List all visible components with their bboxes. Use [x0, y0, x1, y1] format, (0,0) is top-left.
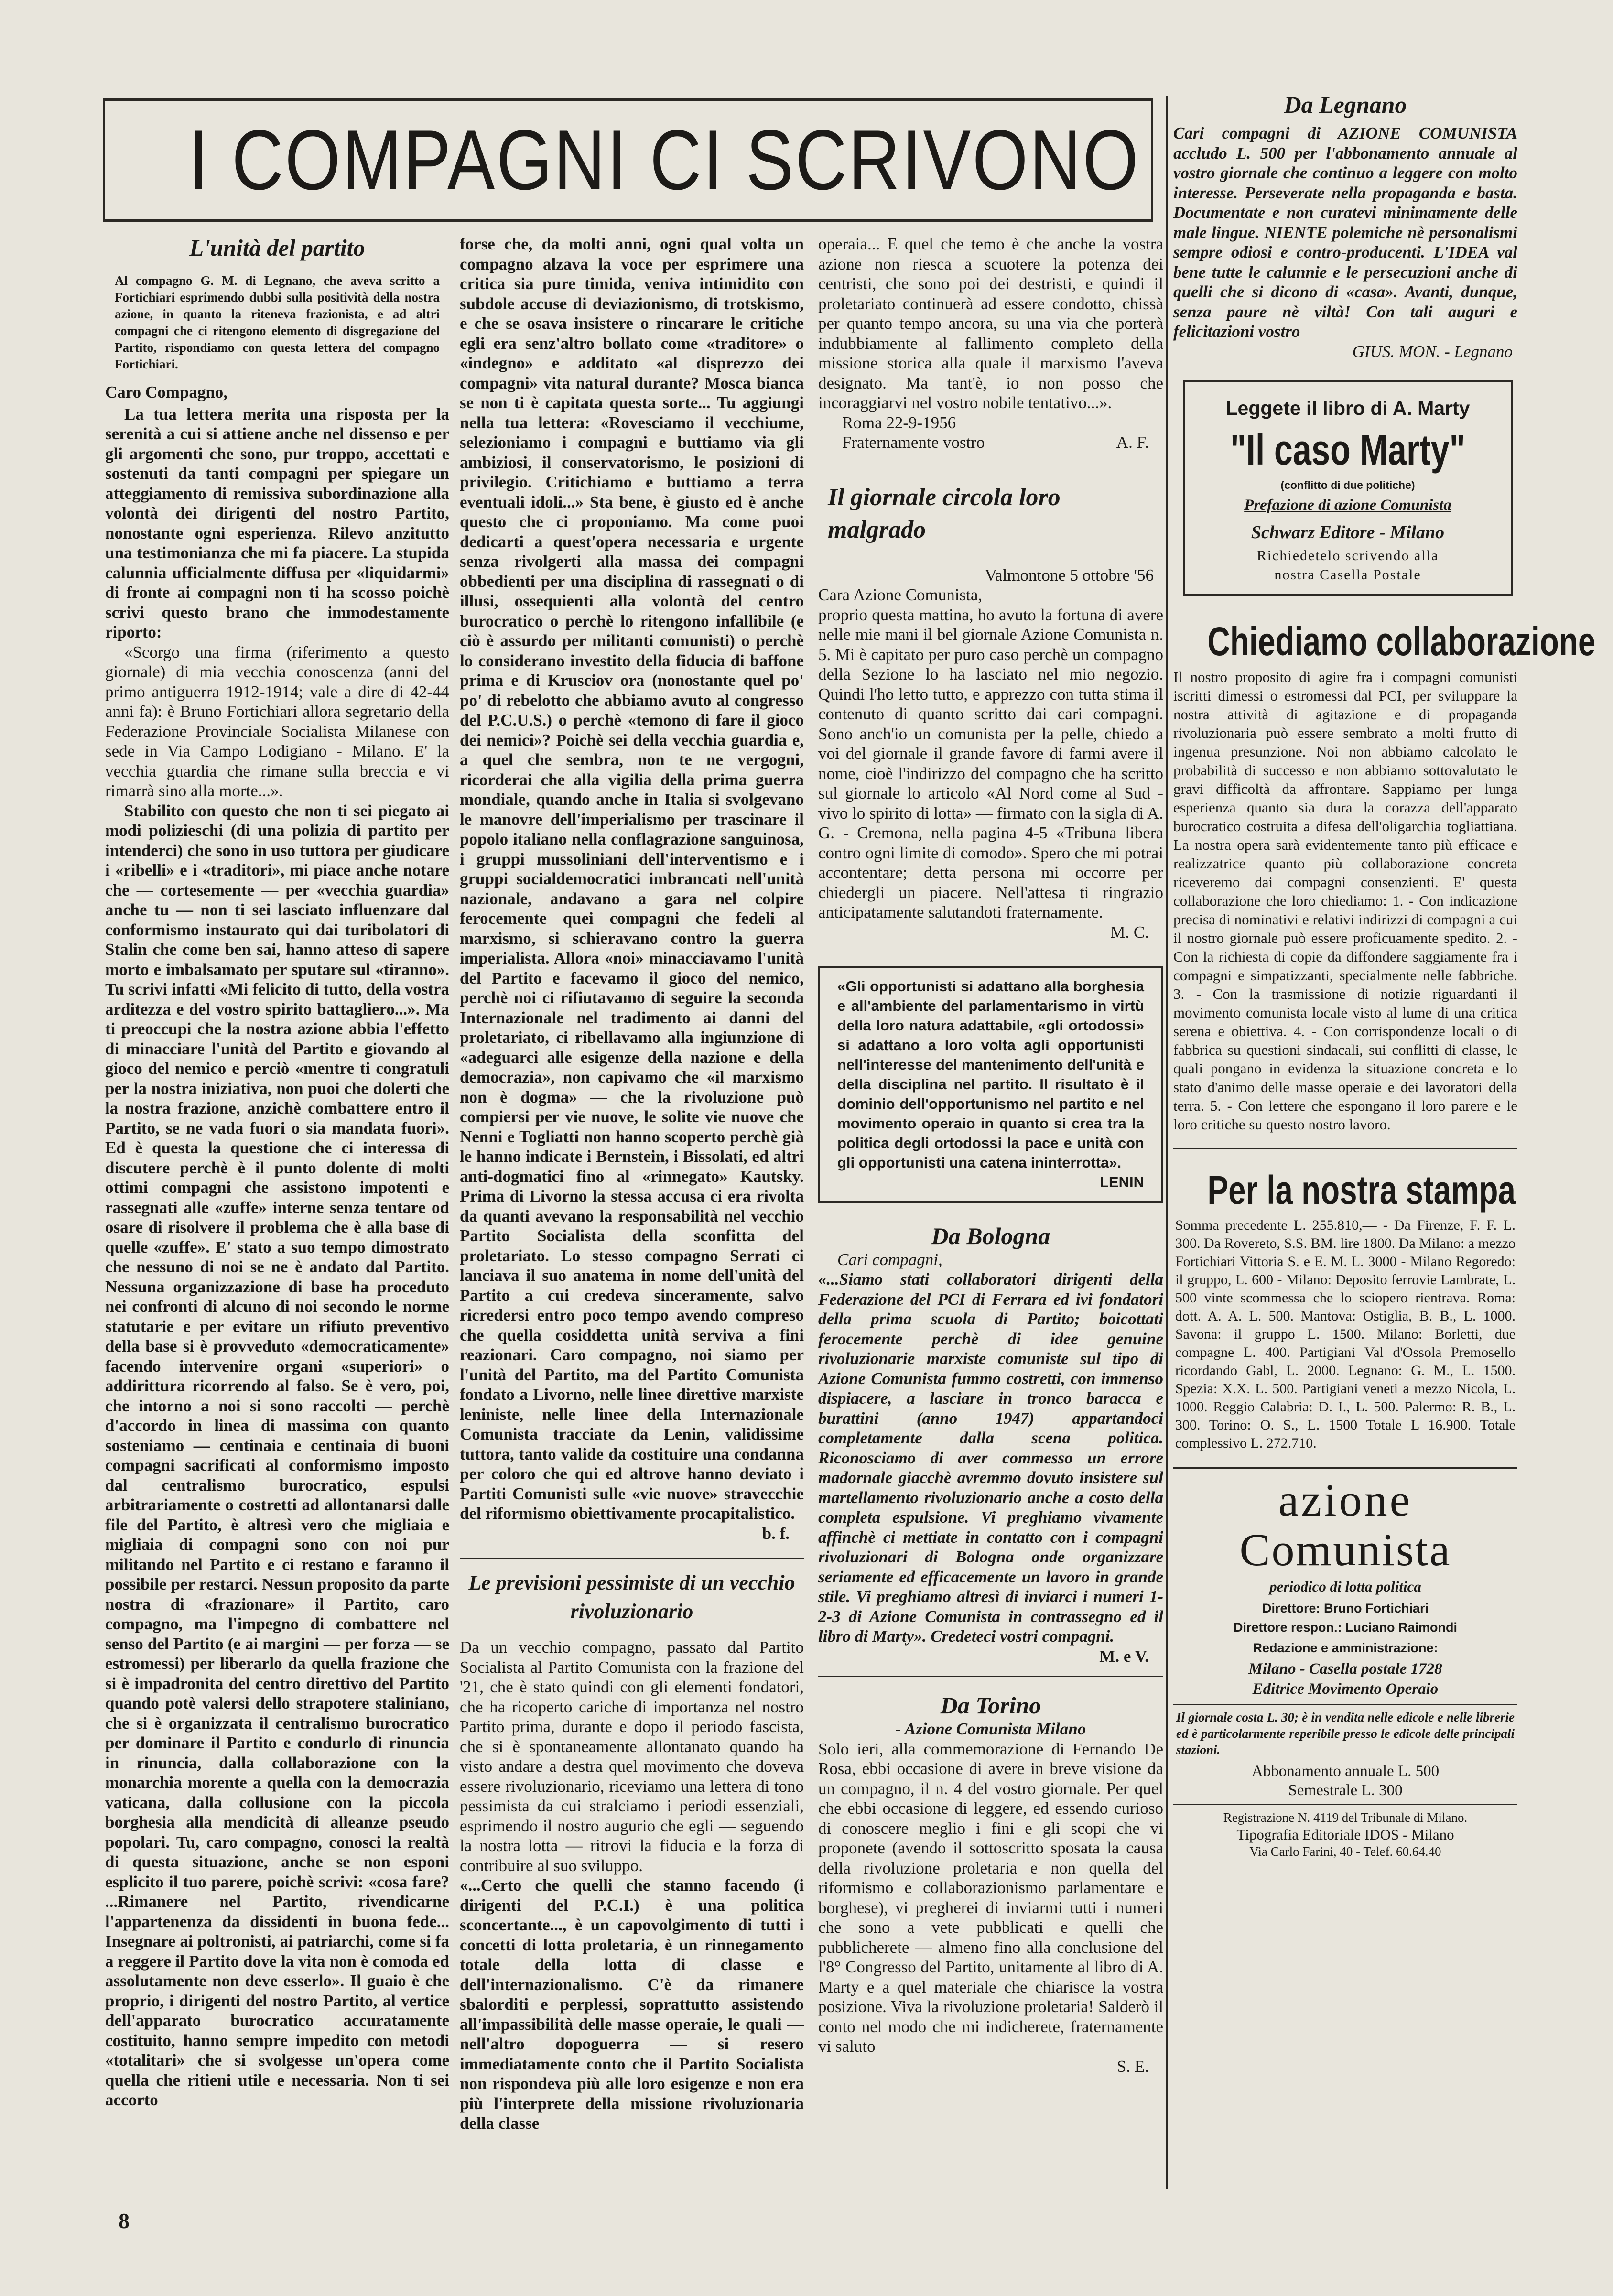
column-2	[460, 234, 804, 2179]
ad-publisher: Schwarz Editore - Milano	[1251, 522, 1445, 542]
divider	[818, 1676, 1163, 1677]
article-heading-giornale: Il giornale circola loro malgrado	[828, 483, 1061, 543]
letter-quote: «Scorgo una firma (riferimento a questo giornale) di mia vecchia conoscenza (anni del primo antiguerra 1912-1914; vale a dire di 42-44 anni fa): è Bruno Fortichiari allora segretario della Federazione Provinciale Socialista Milanese con sede in Via Campo Lodigiano - Milano. E' la vecchia guardia che rimane sulla breccia e vi rimarrà sino alla morte...».	[105, 642, 449, 800]
ad-subtitle: (conflitto di due politiche)	[1280, 479, 1415, 491]
ad-note: Richiedetelo scrivendo alla	[1256, 548, 1439, 563]
signature-legnano: GIUS. MON. - Legnano	[1352, 342, 1513, 361]
article-intro-previsioni: Da un vecchio compagno, passato dal Partito Socialista al Partito Comunista con la frazione del '21, che è stato quindi con gli elementi fondatori, che ha ricoperto cariche di importanza nel nostro Partito prima, durante e dopo il periodo fascista, che si è spontaneamente allontanato quando ha visto andare a destra quel movimento che doveva essere rivoluzionario, riceviamo una lettera di tono pessimista da cui stralciamo i periodi essenziali, esprimendo il nostro augurio che egli — seguendo la nostra lotta — ritrovi la fiducia e la forza di contribuire al suo sviluppo.	[460, 1638, 804, 1875]
article-collaborazione: Il nostro proposito di agire fra i compagni comunisti iscritti dimessi o estromessi dal PCI, per sviluppare la nostra attività di agitazione e di propaganda rivoluzionaria può essere sembrato a molti frutto di ingenua presunzione. Noi non abbiamo calcolato le probabilità di successo e non abbiamo sottovalutato le gravi difficoltà da affrontare. Sappiamo per lunga esperienza quanto sia dura la corazza dell'apparato burocratico costruita a difesa dell'oligarchia togliattiana. La nostra opera sarà evidentemente tanto più efficace e realizzatrice quanto più collaborazione concreta riceveremo dai compagni consenzienti. E' questa collaborazione che loro chiediamo: 1. - Con indicazione precisa di nominativi e relativi indirizzi di compagni a cui il nostro giornale può essere proficuamente spedito. 2. - Con la richiesta di copie da diffondere saggiamente fra i compagni e simpatizzanti, specialmente nelle fabbriche. 3. - Con la trasmissione di notizie riguardanti il movimento comunista locale visto al lume di una critica serena e obiettiva. 4. - Con corrispondenze locali o di fabbrica su questioni sindacali, sui conflitti di classe, le quali pongano in evidenza la situazione concreta e lo stato d'animo delle masse operaie e dei lavoratori della terra. 5. - Con lettere che espongano il loro parere e le loro critiche su questo nostro lavoro.	[1173, 669, 1517, 1133]
ad-line: Leggete il libro di A. Marty	[1225, 397, 1470, 419]
letter-date: Roma 22-9-1956	[842, 413, 956, 432]
ad-note: nostra Casella Postale	[1274, 567, 1421, 583]
article-heading: L'unità del partito	[189, 235, 365, 261]
signature-mev: M. e V.	[1099, 1646, 1149, 1666]
masthead-responsible: Direttore respon.: Luciano Raimondi	[1233, 1620, 1458, 1635]
article-stampa: Somma precedente L. 255.810,— - Da Firenze, F. F. L. 300. Da Rovereto, S.S. BM. lire 1800. Da Milano: a mezzo Fortichiari Vittoria S. e E. M. L. 3000 - Milano Regoredo: il gruppo, L. 600 - Milano: Deposito ferrovie Lambrate, L. 500 vinte scommessa che lo sciopero rientrava. Roma: dott. A. A. L. 500. Mantova: Ostiglia, B. B., L. 1000. Savona: il gruppo L. 1500. Milano: Borletti, due compagne L. 400. Partigiani Val d'Ossola Premosello ricordando Gabl, L. 2000. Legnano: G. M., L. 1500. Spezia: X.X. L. 500. Partigiani veneti a mezzo Nicola, L. 1000. Reggio Calabria: D. I., L. 500. Palermo: R. B., L. 300. Torino: O. S., L. 1500 Totale L 16.900. Totale complessivo L. 272.710.	[1175, 1217, 1516, 1451]
subheading-torino: - Azione Comunista Milano	[895, 1720, 1086, 1738]
publication-masthead	[1173, 1467, 1517, 1860]
article-heading-bologna: Da Bologna	[931, 1222, 1050, 1249]
letter-body-part1: La tua lettera merita una risposta per la serenità a cui si attiene anche nel dissenso e per gli argomenti che sono, pur troppo, accettati e sostenuti da tanti compagni per spiegare un atteggiamento di remissiva subordinazione alla volontà dei dirigenti del nostro Partito, nonostante ogni esperienza. Rilevo anzitutto una testimonianza che mi fa piacere. La stupida calunnia ufficialmente diffusa per «liquidarmi» di fronte ai compagni non ti ha scosso poichè scrivi questo brano che immodestamente riporto:	[105, 404, 449, 641]
masthead-notice: Il giornale costa L. 30; è in vendita nelle edicole e nelle librerie ed è particolarmente reperibile presso le edicole delle principali stazioni.	[1176, 1710, 1515, 1757]
masthead-subscription-semi: Semestrale L. 300	[1173, 1781, 1517, 1805]
letter-body-part2: Stabilito con questo che non ti sei piegato ai modi polizieschi (di una polizia di partito per intenderci) che sono in uso tuttora per giudicare i «ribelli» e i «traditori», mi piace anche notare che — cortesemente — per «vecchia guardia» anche tu — non ti sei lasciato influenzare dal conformismo instaurato qui dai turibolatori di Stalin che come ben sai, hanno atteso di sapere morto e imbalsamato per sputare sul «tiranno». Tu scrivi infatti «Mi felicito di tutto, della vostra arditezza e del vostro spirito battagliero...». Ma ti preoccupi che la nostra azione abbia l'effetto di minacciare l'unità del Partito e giovando al gioco del nemico e perciò «mentre ti congratuli per la nostra iniziativa, non puoi che dolerti che la nostra frazione, anzichè combattere entro il Partito, se ne vada fuori o sia mandata fuori». Ed è questa la questione che ci interessa di discutere perchè è il punto dolente di molti ottimi compagni che assistono impotenti e rassegnati alle «zuffe» interne senza tentare od osare di risolvere il problema che è alla base di quelle «zuffe». E' stato a suo tempo dimostrato che nessuno di noi se ne è andato dal Partito. Nessuna organizzazione di base ha proceduto nei confronti di alcuno di noi secondo le norme statutarie e per evitare un rifiuto preventivo della base si è provveduto «democraticamente» facendo intervenire organi «superiori» o addirittura ricorrendo al falso. Se è vero, poi, che intorno a noi si sono raccolti — perchè d'accordo in linea di massima con quanto sosteniamo — centinaia e centinaia di buoni compagni sacrificati al conformismo imposto dal centralismo burocratico, espulsi arbitrariamente o costretti ad allontanarsi dalle file del Partito, è altresì vero che migliaia e migliaia di compagni sono con noi pur militando nel Partito e ci restano e faranno il possibile per restarci. Nessun proposito da parte nostra di «frazionare» il Partito, caro compagno, ma l'impegno di combattere nel senso del Partito (e ai margini — per forza — se estromessi) per liberarlo da quella frazione che si è impadronita del centro direttivo del Partito quando potè valersi dello strapotere staliniano, che si è organizzata il centralismo burocratico per dominare il Partito e condurlo di rinuncia in rinuncia, dalla collaborazione con la monarchia morente a quella con la democrazia vaticana, dalla collusione con la piccola borghesia alla mendicità di alleanze pseudo popolari. Tu, caro compagno, conosci la realtà di questa situazione, anche se non esponi esplicito il tuo parere, poichè scrivi: «cosa fare? ...Rimanere nel Partito, rivendicarne l'appartenenza da dissidenti in buona fede... Insegnare ai poltronisti, ai patriarchi, come si fa a reggere il Partito dove la vita non è comoda ed assolutamente non deve esserlo». Il guaio è che proprio, i dirigenti del nostro Partito, al vertice dell'apparato burocratico accuratamente costituito, hanno sempre impedito con metodi «totalitari» che si svolgesse un'opera come quella che ritieni utile e necessaria. Non ti sei accorto	[105, 801, 449, 2109]
column-4	[1169, 91, 1596, 2203]
letter-salutation: Caro Compagno,	[105, 383, 228, 401]
divider	[1173, 1148, 1517, 1149]
masthead-editrice: Editrice Movimento Operaio	[1173, 1679, 1517, 1705]
signature-mc: M. C.	[1110, 922, 1149, 942]
divider	[460, 1558, 804, 1559]
lenin-quote-box	[818, 966, 1163, 1203]
letter-bologna: «...Siamo stati collaboratori dirigenti della Federazione del PCI di Ferrara ed ivi fondatori della prima scuola di Partito; boicottati ferocemente perchè di idee genuine rivoluzionarie marxiste comuniste sul tipo di Azione Comunista fummo costretti, con immenso dispiacere, a lasciare in tronco baracca e burattini (anno 1947) appartandoci completamente dalla scena politica. Riconosciamo di aver commesso un errore madornale giacchè avremmo dovuto insistere sul martellamento rivoluzionario anche a costo della completa espulsione. Vi preghiamo vivamente affinchè ci mettiate in contatto con i compagni rivoluzionari di Bologna onde organizzare seriamente ed efficacemente un lavoro in grande stile. Vi preghiamo altresì di inviarci i numeri 1-2-3 di Azione Comunista in contrassegno ed il libro di Marty». Credeteci vostri compagni.	[818, 1270, 1163, 1646]
page-headline: I COMPAGNI CI SCRIVONO	[189, 112, 1140, 207]
lenin-signature: LENIN	[1100, 1174, 1144, 1191]
letter-continuation: forse che, da molti anni, ogni qual volta un compagno alzava la voce per esprimere una critica sia pure timida, veniva intimidito con subdole accuse di deviazionismo, di trotskismo, e che se osava insistere o rincarare le critiche egli era senz'altro bollato come «traditore» o «indegno» e additato «al disprezzo dei compagni» vita natural durante? Mosca bianca se non ti è capitata questa sorte... Tu aggiungi nella tua lettera: «Rovesciamo il vecchiume, selezioniamo i compagni e buttiamo via gli ambiziosi, il conservatorismo, le posizioni di privilegio. Critichiamo e buttiamo a terra eventuali idoli...» Sta bene, è giusto ed è anche questo che ci proponiamo. Ma come puoi dedicarti a quest'opera necessaria e urgente senza rivolgerti alla massa dei compagni obbedienti per una disciplina di rassegnati o di illusi, ossequienti alla volontà del centro burocratico o perchè lo ritengono infallibile (e ciò è assurdo per militanti comunisti) o perchè lo considerano investito della fiducia di baffone prima e di Kruscіov ora (nonostante quel po' po' di rebelotto che abbiamo avuto al congresso del P.C.U.S.) o perchè «temono di fare il gioco dei nemici»? Poichè sei della vecchia guardia e, a quel che sembra, non te ne vergogni, ricorderai che alla vigilia della prima guerra mondiale, quando anche in Italia si svolgevano le manovre dell'imperialismo per trascinare il popolo italiano nella conflagrazione sanguinosa, i gruppi mussoliniani dell'interventismo e i gruppi socialdemocratici imbrancati nell'unità nazionale, andavano a gara nel colpire ferocemente quei compagni che fedeli al marxismo, si schieravano contro la guerra imperialista. Allora «noi» minacciavamo l'unità del Partito e facevamo il gioco del nemico, perchè noi ci rifiutavamo di seguire la seconda Internazionale nel tradimento ai danni del proletariato, ci ribellavamo alla ingiunzione di «adeguarci alle esigenze della nazione e della democrazia», non capivamo che «il marxismo non è dogma» — che la rivoluzione può compiersi per vie nuove, le solite vie nuove che Nenni e Togliatti non hanno scoperto perchè già le hanno indicate i Bernstein, i Bissolati, ed altri anti-dogmatici fino al «rinnegato» Kautsky. Prima di Livorno la stessa accusa ci era rivolta da quanti avevano la responsabilità nel vecchio Partito Socialista della sconfitta del proletariato. Lo stesso compagno Serrati ci lanciava il suo anatema in nome dell'unità del Partito a cui credeva sinceramente, salvo ricredersi entro poco tempo avendo compreso che quella cosiddetta unità serviva a fini reazionari. Caro compagno, noi siamo per l'unità del Partito, ma del Partito Comunista fondato a Livorno, nelle linee direttive marxiste leniniste, nelle linee della Internazionale Comunista tracciate da Lenin, validissime tuttora, tanto valide da costituire una condanna per coloro che qui ed altrove hanno deviato i Partiti Comunisti sulle «vie nuove» stravecchie del riformismo obiettivamente procapitalistico.	[460, 235, 804, 1523]
letter-closing	[818, 433, 1163, 453]
signature-se: S. E.	[1116, 2057, 1149, 2076]
masthead-admin: Redazione e amministrazione:	[1253, 1641, 1438, 1655]
article-heading-torino: Da Torino	[940, 1692, 1041, 1719]
column-3	[818, 234, 1163, 2184]
heading-collaborazione: Chiediamo collaborazione	[1207, 619, 1596, 664]
salutation-bologna: Cari compagni,	[837, 1250, 942, 1269]
closing-text: Fraternamente vostro	[842, 433, 985, 452]
editor-intro: Al compagno G. M. di Legnano, che aveva scritto a Fortichiari esprimendo dubbi sulla positività della nostra azione, in quanto la riteneva frazionista, e ad altri compagni che ci ritengono elemento di disgregazione del Partito, rispondiamo con questa lettera del compagno Fortichiari.	[115, 273, 440, 371]
masthead-address: Via Carlo Farini, 40 - Telef. 60.64.40	[1249, 1844, 1441, 1859]
masthead-azione: azione	[1278, 1474, 1413, 1526]
letter-legnano: Cari compagni di AZIONE COMUNISTA accludo L. 500 per l'abbonamento annuale al vostro giornale che continuo a leggere con molto interesse. Perseverate nella propaganda e basta. Documentate e non curatevi minimamente delle male lingue. NIENTE polemiche nè personalismi sempre odiosi e contro-producenti. L'IDEA val bene tutte le calunnie e le persecuzioni anche di quelli che si dicono di «casa». Avanti, dunque, senza paure nè viltà! Con tali auguri e felicitazioni vostro	[1173, 124, 1517, 341]
column-1	[105, 234, 449, 2203]
dateline-valmontone: Valmontone 5 ottobre '56	[985, 565, 1154, 585]
headline-box	[103, 98, 1153, 222]
masthead-postal: Milano - Casella postale 1728	[1248, 1660, 1442, 1678]
ad-preface: Prefazione di azione Comunista	[1244, 497, 1451, 514]
salutation-valmontone: Cara Azione Comunista,	[818, 585, 983, 604]
article-quote-previsioni: «...Certo che quelli che stanno facendo (i dirigenti del P.C.I.) è una politica sconcertante..., è un capovolgimento di tutti i concetti di lotta proletaria, è un rinnegamento totale della lotta di classe e dell'internazionalismo. C'è da rimanere sbalorditi e perplessi, soprattutto assistendo all'impassibilità delle masse operaie, le quali — nell'altro dopoguerra — si resero immediatamente conto che il Partito Socialista non rispondeva più alle loro esigenze e non era più l'interprete della missione rivoluzionaria della classe	[460, 1876, 804, 2133]
signature-bf: b. f.	[762, 1524, 790, 1543]
article-heading-previsioni: Le previsioni pessimiste di un vecchio rivoluzionario	[468, 1571, 795, 1623]
marty-book-ad	[1183, 380, 1513, 596]
letter-end: operaia... E quel che temo è che anche la vostra azione non riesca a scuotere la potenza dei centristi, che sono poi dei destristi, e quindi il proletariato continuerà ad essere condotto, chissà per quanto tempo ancora, su una via che porterà indubbiamente al fallimento completo della missione storica alla quale il marxismo l'aveva designato. Ma tant'è, io non posso che incoraggiarvi nel vostro nobile tentativo...».	[818, 235, 1163, 412]
letter-torino: Solo ieri, alla commemorazione di Fernando De Rosa, ebbi occasione di avere in breve visione da un compagno, il n. 4 del vostro giornale. Per quel che ebbi occasione di leggere, ed essendo curioso di conoscere meglio i fini e gli scopi che vi proponete (avendo il sottoscritto sposata la causa della rivoluzione proletaria e non quella del riformismo e collaborazionismo parlamentare e borghese), vi pregherei di inviarmi tutti i numeri che sono a vete pubblicati e quelli che pubblicherete — almeno fino alla conclusione del l'8° Congresso del Partito, unitamente al libro di A. Marty e a quel materiale che chiarisce la vostra posizione. Viva la rivoluzione proletaria! Salderò il conto nel modo che mi indicherete, fraternamente vi saluto	[818, 1739, 1163, 2056]
letter-valmontone: proprio questa mattina, ho avuto la fortuna di avere nelle mie mani il bel giornale Azione Comunista n. 5. Mi è capitato per puro caso perchè un compagno della Sezione lo ha lasciato nel mio negozio. Quindi l'ho letto tutto, e apprezzo con tutta stima il contenuto di quanto scritto dai cari compagni. Sono anch'io un comunista per la pelle, chiedo a voi del giornale il grande favore di farmi avere il nome, cioè l'indirizzo del compagno che ha scritto sul giornale lo articolo «Al Nord come al Sud - vivo lo spirito di lotta» — firmato con la sigla di A. G. - Cremona, nella pagina 4-5 «Tribuna libera contro ogni limite di comodo». Spero che mi potrai accontentare; detta persona mi occorre per chiedergli un piacere. Nell'attesa ti ringrazio anticipatamente salutandoti fraternamente.	[818, 605, 1163, 921]
masthead-comunista: Comunista	[1239, 1524, 1451, 1575]
column-rule	[1166, 96, 1168, 2189]
page-number: 8	[119, 2209, 130, 2233]
signature-af: A. F.	[1116, 433, 1149, 452]
article-heading-legnano: Da Legnano	[1284, 91, 1407, 118]
masthead-subscription-annual: Abbonamento annuale L. 500	[1251, 1763, 1440, 1780]
masthead-director: Direttore: Bruno Fortichiari	[1262, 1601, 1429, 1615]
masthead-tagline: periodico di lotta politica	[1269, 1578, 1421, 1595]
masthead-printer: Tipografia Editoriale IDOS - Milano	[1236, 1826, 1454, 1843]
masthead-registration: Registrazione N. 4119 del Tribunale di Milano.	[1223, 1810, 1468, 1825]
lenin-quote: «Gli opportunisti si adattano alla borghesia e all'ambiente del parlamentarismo in virtù della loro natura adattabile, «gli ortodossi» si adattano a loro volta agli opportunisti nell'interesse del mantenimento dell'unità e della disciplina nel partito. Il risultato è il dominio dell'opportunismo nel partito e nel movimento operaio in quanto si crea tra la politica degli ortodossi la pace e unità con gli opportunisti una catena ininterrotta».	[837, 978, 1144, 1171]
heading-stampa: Per la nostra stampa	[1207, 1168, 1516, 1213]
ad-title: "Il caso Marty"	[1230, 426, 1465, 474]
